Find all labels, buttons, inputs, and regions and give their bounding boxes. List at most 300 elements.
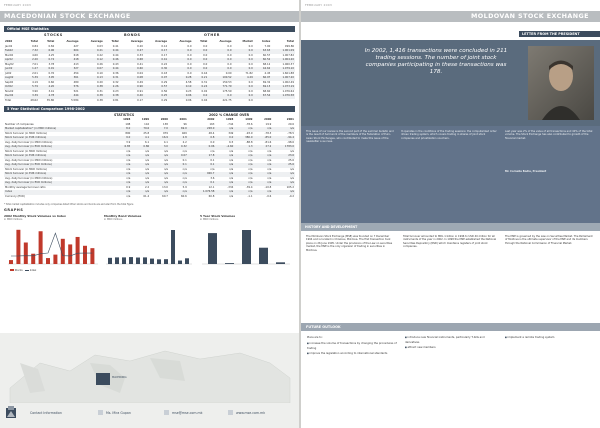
legend-swatch-stocks — [10, 269, 14, 271]
table-cell: 2.2 — [145, 185, 150, 189]
table-cell: 0.0 — [187, 62, 192, 66]
table-cell: n/a — [229, 149, 234, 153]
table-cell: n/a — [150, 172, 169, 177]
exchange-banner — [301, 11, 600, 22]
history-title: HISTORY AND DEVELOPMENT — [305, 225, 358, 229]
table-cell: -334 — [227, 185, 234, 189]
table-cell: 69.0 — [169, 127, 188, 132]
table-cell: 890 — [125, 131, 131, 135]
president-quote: In 2002, 1,416 transactions were concluded in 211 trading sessions. The number of joint stock companies participating in these transactions was 178. — [364, 48, 508, 75]
table-cell: n/a — [267, 149, 272, 153]
column-header: 2002 — [5, 40, 13, 43]
table-cell: 0.20 — [97, 80, 103, 84]
right-page — [301, 0, 600, 428]
table-cell: 0.0 — [210, 140, 215, 144]
table-cell: 418 — [55, 58, 79, 63]
table-cell: n/a — [254, 190, 273, 195]
table-cell: 27.2 — [254, 145, 273, 150]
group-other: OTHER — [204, 33, 220, 37]
table-cell: 23.6 — [272, 154, 295, 159]
table-cell: 0.84 — [32, 44, 38, 48]
column-header: Index — [262, 40, 271, 43]
table-cell: 0.06 — [188, 145, 216, 150]
table-cell: 4.1 — [131, 136, 150, 141]
table-cell: 0.0 — [215, 136, 234, 141]
bar-stocks — [83, 246, 87, 264]
chart2-title: Monthly Bond Volumes — [104, 214, 142, 218]
table-cell: Avg. daily turnover (in MKD millions) — [5, 176, 53, 180]
table-cell: n/a — [126, 158, 131, 162]
table-cell: 0.06 — [168, 94, 192, 99]
plans-label: Plans are to: — [307, 336, 323, 339]
table-cell: 198 — [125, 122, 131, 126]
table-cell: 4.19 — [32, 80, 38, 84]
table-cell: -81.6 — [264, 140, 272, 144]
table-cell: 67.54 — [254, 94, 272, 99]
history-col2: Total turnover amounted to MDL 1 billion in 1996 to USD 40 million for all instruments of the year in 2002. In 1998 the MSE established the National Securities Depository (NSD) which maintains registers of joint stock companies. — [403, 235, 497, 249]
table-cell: 0.07 — [80, 67, 104, 72]
table-cell: 4.20 — [39, 85, 55, 90]
table-cell: 0.44 — [104, 67, 120, 72]
table-cell: Stock turnover (in MKD millions) — [5, 131, 47, 135]
table-cell: n/a — [254, 127, 273, 132]
table-cell: n/a — [267, 158, 272, 162]
table-cell: 0.27 — [120, 49, 144, 54]
table-cell: 0.00 — [225, 71, 232, 75]
table-cell: 0.49 — [137, 80, 143, 84]
table-cell: n/a — [126, 176, 131, 180]
table-cell: Index — [4, 190, 112, 195]
web-box — [228, 410, 233, 415]
table-cell: 0.13 — [80, 76, 104, 81]
table-cell: n/a — [272, 172, 295, 177]
table-cell: 0.43 — [112, 62, 119, 66]
bar-bonds — [164, 259, 168, 264]
table-cell: 0.0 — [248, 98, 253, 102]
table-cell: Stock turnover (in EUR millions) — [4, 154, 112, 159]
table-cell: n/a — [229, 167, 234, 171]
table-cell: 0.23 — [185, 89, 192, 93]
table-cell: n/a — [248, 176, 253, 180]
table-cell: 0.0 — [233, 94, 254, 99]
table-cell: Stock turnover (in EUR millions) — [4, 172, 112, 177]
column-header: 2000 — [160, 118, 168, 121]
table-cell: 1.3 — [234, 145, 253, 150]
table-cell: 3.6 — [210, 176, 215, 180]
table-cell: n/a — [145, 176, 150, 180]
table-cell: 576 — [55, 85, 79, 90]
table-cell: 413 — [73, 62, 79, 66]
table-cell: 0.0 — [168, 58, 192, 63]
table-cell: 0.0 — [208, 49, 232, 54]
contact-person: Ms. Mira Gupan — [106, 411, 131, 415]
table-cell: 0.86 — [131, 145, 150, 150]
table-cell: Avg. daily turnover (in EUR millions) — [4, 145, 112, 150]
table-cell: n/a — [145, 149, 150, 153]
table-cell: 0.33 — [137, 53, 143, 57]
table-cell: 3.95 — [39, 76, 55, 81]
table-cell: 0.22 — [97, 53, 103, 57]
table-cell: 4.60 — [32, 53, 38, 57]
table-cell: 60.57 — [262, 53, 271, 57]
table-cell: n/a — [112, 181, 131, 186]
table-cell: 138 — [163, 122, 168, 126]
table-cell: 6.1 — [145, 140, 150, 144]
letter-bar: LETTER FROM THE PRESIDENT — [519, 31, 600, 37]
table-cell: 2.01 — [32, 71, 38, 75]
chart1-stock-volumes-vs-index — [4, 222, 100, 268]
table-cell: n/a — [215, 163, 234, 168]
feas-logo — [6, 406, 16, 418]
table-cell: n/a — [131, 163, 150, 168]
table-cell: 1.004.20 — [271, 58, 295, 63]
table-cell: 2.8 — [169, 136, 188, 141]
table-cell: 0.38 — [80, 94, 104, 99]
table-cell: 0.56 — [161, 89, 168, 93]
table-cell: 105.2 — [286, 185, 294, 189]
table-cell: n/a — [272, 127, 295, 132]
table-cell: 0.0 — [203, 44, 208, 48]
table-cell: n/a — [254, 172, 273, 177]
table-cell: 0.91 — [137, 89, 143, 93]
president-photo — [528, 46, 594, 120]
table-cell: 0.74 — [39, 58, 55, 63]
table-cell: 1.007.82 — [282, 53, 294, 57]
table-cell: 0.0 — [187, 71, 192, 75]
table-cell: n/a — [215, 181, 234, 186]
table-cell: n/a — [150, 190, 169, 195]
table-cell: n/a — [229, 158, 234, 162]
table-cell: 0.38 — [80, 85, 104, 90]
table-cell: n/a — [289, 149, 294, 153]
table-cell: 0.43 — [161, 71, 168, 75]
table-cell: 44.62 — [254, 67, 272, 72]
table-cell: 618 — [73, 53, 79, 57]
table-cell: 0.44 — [201, 71, 208, 75]
table-cell: 3.39 — [23, 94, 39, 99]
table-cell: 0.68 — [120, 58, 144, 63]
column-header: Average — [155, 40, 168, 43]
exchange-title: MACEDONIAN STOCK EXCHANGE — [4, 12, 131, 20]
table-cell: 6.85 — [112, 145, 131, 150]
table-cell: 175.59 — [222, 89, 232, 93]
chart3-title: 5 Year Stock Volumes — [200, 214, 236, 218]
left-page — [0, 0, 299, 428]
table-cell: 5.79 — [23, 85, 39, 90]
table-cell: Avg. daily turnover (in EUR millions) — [4, 181, 112, 186]
table-cell: 3.90 — [32, 89, 38, 93]
group-stocks: STOCKS — [44, 33, 63, 37]
letter-col3: Last year was 2% of the value of all transactions and 40% of the total volume. The Stock Exchange has also contributed to growth of the financial market. — [505, 130, 593, 140]
table-cell: 0.40 — [120, 94, 144, 99]
table-cell: -85.0 — [254, 136, 273, 141]
bullet-b2: ■ attract new members — [405, 346, 495, 351]
table-cell: 0.0 — [248, 44, 253, 48]
table-cell: 0.0 — [208, 94, 232, 99]
table-cell: -78.3 — [264, 131, 272, 135]
table-cell: Total — [5, 98, 12, 102]
table-cell: 0.60 — [48, 80, 55, 84]
europe-map-graphic — [0, 333, 299, 403]
table-cell: 0.25 — [144, 94, 168, 99]
table-cell: 0.10 — [168, 85, 192, 90]
table-cell: n/a — [163, 167, 168, 171]
table-cell: n/a — [267, 167, 272, 171]
table-cell: 0.31 — [201, 80, 208, 84]
table-cell: 771.79 — [208, 85, 232, 90]
table-cell: 349 — [228, 131, 234, 135]
table-cell: 0.0 — [192, 58, 208, 63]
table-cell: n/a — [234, 190, 253, 195]
table-cell: 68.12 — [262, 62, 271, 66]
contact-email[interactable]: mse@mse.com.mk — [172, 411, 203, 415]
table-cell: 0.90 — [120, 85, 144, 90]
running-header: FEBRUARY 2003 — [305, 3, 332, 7]
table-cell: 1.27 — [23, 67, 39, 72]
table-cell: 0.38 — [104, 94, 120, 99]
table-cell: 0.1 — [188, 181, 216, 186]
table-cell: 0.17 — [137, 98, 143, 102]
legend-stocks: Stocks — [14, 269, 23, 272]
bar-stocks — [68, 244, 72, 264]
table-cell: 1.002.49 — [282, 80, 294, 84]
table-cell: 60.8 — [208, 194, 215, 198]
table-cell: 0.0 — [203, 62, 208, 66]
table-cell: 12.1 — [208, 185, 215, 189]
table-cell: -39.4 — [245, 185, 253, 189]
table-cell: May02 — [5, 62, 14, 66]
table-cell: 3.9 — [126, 140, 131, 144]
column-header: Average — [130, 40, 143, 43]
table-cell: -744 — [227, 122, 234, 126]
table-cell: n/a — [131, 154, 150, 159]
table-row — [4, 99, 295, 104]
table2-note: * Total market capitalization includes only companies listed Other stocks and bonds are excluded from the total figure — [4, 203, 134, 206]
table-cell: n/a — [150, 163, 169, 168]
table-cell — [271, 99, 295, 104]
table-cell: 0.24 — [192, 85, 208, 90]
bullet-c1: ■ implement a remote trading system — [505, 336, 595, 341]
bar-year — [276, 262, 285, 264]
table-cell: n/a — [229, 176, 234, 180]
table-cell: 327 — [55, 67, 79, 72]
table-cell: 0.21 — [80, 49, 104, 54]
bar-stocks — [76, 237, 80, 264]
table-cell: 0.12 — [161, 44, 168, 48]
table-cell: 0.07 — [144, 76, 168, 81]
table-cell: n/a — [234, 163, 253, 168]
column-header: Total — [200, 40, 208, 43]
column-header: Total — [30, 40, 38, 43]
table-cell: 0.22 — [161, 62, 168, 66]
table-cell: n/a — [234, 154, 253, 159]
table-cell: n/a — [126, 194, 131, 198]
column-header: 1998 — [123, 118, 131, 121]
bar-bonds — [171, 230, 175, 264]
table-cell: n/a — [272, 190, 295, 195]
bar-stocks — [24, 243, 28, 264]
table-cell: n/a — [215, 127, 234, 132]
table-cell: n/a — [163, 176, 168, 180]
table-cell: 0.41 — [112, 44, 119, 48]
table-cell: 96 — [183, 122, 187, 126]
table-cell: -98.6 — [287, 140, 294, 144]
contact-web[interactable]: www.mse.com.mk — [236, 411, 266, 415]
table-cell: 979 — [163, 131, 168, 135]
table-cell: 16.9 — [150, 136, 169, 141]
table-cell: n/a — [267, 176, 272, 180]
table-cell: 0.0 — [227, 44, 232, 48]
table-cell: 0.0 — [233, 67, 254, 72]
table-cell: Jun02 — [4, 67, 23, 72]
table-cell: n/a — [163, 158, 168, 162]
table-cell: 0.04 — [201, 98, 208, 102]
bar-bonds — [178, 261, 182, 264]
table-cell: 4.25 — [48, 53, 55, 57]
chart1-subtitle: in MKD millions — [4, 218, 23, 221]
table-cell: n/a — [126, 167, 131, 171]
table-cell: 60.52 — [254, 58, 272, 63]
bullet-a1: ■ increase the volume of transactions by changing the procedures of trading — [307, 342, 397, 350]
table-cell: 29.6 — [288, 122, 294, 126]
column-header: 1998 — [226, 118, 234, 121]
table-cell: 0.46 — [104, 58, 120, 63]
bar-stocks — [39, 231, 43, 264]
email-box — [164, 410, 169, 415]
table-cell: 444 — [55, 94, 79, 99]
bar-stocks — [9, 260, 13, 264]
table-cell: 0.41 — [137, 62, 143, 66]
table-cell: 0.08 — [120, 76, 144, 81]
chart2-bond-volumes — [104, 222, 194, 268]
table-cell: 1.001.09 — [271, 49, 295, 54]
table-cell: 1.076.64 — [282, 89, 294, 93]
table-cell: 48.4 — [208, 131, 215, 135]
table-cell: n/a — [272, 181, 295, 186]
column-header: Total — [47, 40, 55, 43]
table-cell: 48.62 — [30, 98, 38, 102]
table-cell: 0.0 — [248, 89, 253, 93]
table-cell: n/a — [254, 181, 273, 186]
table-cell: 4.1 — [163, 140, 168, 144]
table-cell: -1.1 — [247, 194, 253, 198]
table-cell: n/a — [182, 176, 187, 180]
bar-bonds — [143, 257, 147, 264]
table-cell: 0.0 — [208, 67, 232, 72]
table-cell: 0.20 — [137, 44, 143, 48]
table-cell: 521 — [73, 89, 79, 93]
table-cell: 0.0 — [233, 85, 254, 90]
table-cell: n/a — [126, 149, 131, 153]
table-cell: 0.1 — [182, 158, 187, 162]
history-col3: The MSE is governed by the Law on Securities Market. The Parliament of Moldova is the ultimate supervisor of the MSE and its members through the National Commission of Financial Market. — [505, 235, 593, 245]
table-cell: 0.0 — [168, 67, 192, 72]
table-cell: 454 — [73, 71, 79, 75]
table-cell: 8.0 — [112, 127, 131, 132]
future-title: FUTURE OUTLOOK — [306, 325, 341, 329]
table-cell: 0.29 — [161, 80, 168, 84]
table-cell: n/a — [229, 194, 234, 198]
exchange-banner — [0, 11, 299, 22]
table-cell: -88.8 — [245, 140, 253, 144]
table-cell: Monthly average turnover ratio — [5, 185, 46, 189]
table-cell: n/a — [234, 172, 253, 177]
table-cell: 142 — [144, 122, 150, 126]
bar-year — [208, 233, 217, 264]
table-cell: Avg. daily turnover (in MKD millions) — [5, 158, 53, 162]
chart3-subtitle: in MKD millions — [200, 218, 219, 221]
bar-bonds — [157, 259, 161, 264]
graphs-heading: GRAPHS — [4, 208, 24, 212]
table-cell: 0.21 — [192, 76, 208, 81]
table-cell: 0.0 — [248, 62, 253, 66]
table-cell: n/a — [112, 190, 131, 195]
bar-bonds — [122, 257, 126, 264]
table-cell: n/a — [234, 127, 253, 132]
table-cell: 5.9 — [182, 185, 187, 189]
table-cell: n/a — [210, 149, 215, 153]
table-cell: n/a — [150, 181, 169, 186]
column-header: Total — [111, 40, 119, 43]
bar-bonds — [150, 259, 154, 264]
table-cell: 0.0 — [203, 53, 208, 57]
table-cell: 0.91 — [39, 67, 55, 72]
table-cell: 69.32 — [262, 80, 271, 84]
table-cell: 63.63 — [254, 49, 272, 54]
table-cell: 6.96 — [39, 49, 55, 54]
table-cell: n/a — [163, 149, 168, 153]
table-cell: 19.9 — [265, 122, 272, 126]
table-cell: 0.0 — [233, 58, 254, 63]
table-cell: Sep02 — [5, 80, 14, 84]
table-cell: Market capitalization* (in MKD millions) — [4, 127, 112, 132]
table-cell: 0.17 — [161, 53, 168, 57]
table-cell: 361 — [55, 76, 79, 81]
column-header: Average — [219, 40, 232, 43]
table-cell: Currency (EUR) — [5, 194, 25, 198]
table-cell: 0.0 — [168, 49, 192, 54]
table-cell: n/a — [248, 158, 253, 162]
table-cell: 0.36 — [112, 71, 119, 75]
column-header: 1999 — [141, 118, 150, 121]
table-cell: n/a — [254, 154, 273, 159]
table-cell: n/a — [210, 167, 215, 171]
table-cell: 1.007.20 — [271, 76, 295, 81]
table-cell: n/a — [254, 163, 273, 168]
table-cell: -0.2 — [288, 194, 294, 198]
table-cell: 0.26 — [97, 62, 103, 66]
table-cell: 1.076.58 — [271, 94, 295, 99]
table-cell: 0.0 — [192, 49, 208, 54]
table-cell: n/a — [145, 167, 150, 171]
table-cell: 3.41 — [48, 89, 55, 93]
table-cell: 79.6 — [131, 127, 150, 132]
table-cell: n/a — [169, 172, 188, 177]
table-cell: 0.03 — [97, 44, 103, 48]
table-cell: 228.0 — [188, 127, 216, 132]
table-cell: 0.81 — [112, 98, 119, 102]
table-cell: n/a — [112, 172, 131, 177]
table-cell: n/a — [182, 167, 187, 171]
table-cell: n/a — [131, 181, 150, 186]
column-header: 2001 — [286, 118, 294, 121]
table-cell: 0.17 — [144, 49, 168, 54]
table-cell: 25.8 — [143, 131, 150, 135]
column-header: Market — [242, 40, 253, 43]
table-cell: 0.76 — [48, 71, 55, 75]
chart1-legend — [10, 269, 36, 272]
table-cell: n/a — [145, 158, 150, 162]
